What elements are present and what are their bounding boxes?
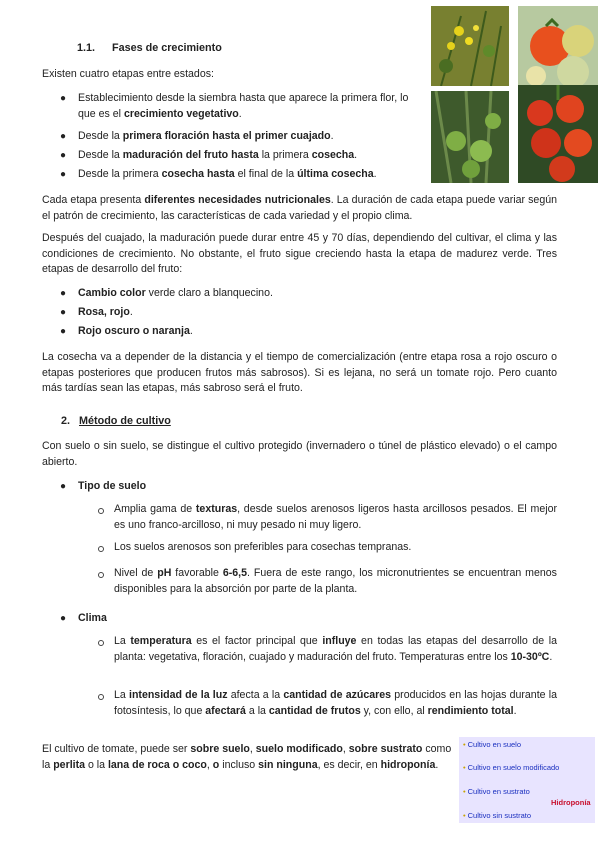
sub-list-item: La intensidad de la luz afecta a la cantidad de azúcares producidos en las hojas durante la fotosíntesis, lo que afectará a la cantidad de frutos y, con ello, al rendimiento total. bbox=[114, 689, 557, 717]
paragraph: Con suelo o sin suelo, se distingue el cultivo protegido (invernadero o túnel de plástico elevado) o el campo abierto. bbox=[42, 440, 557, 468]
bullet-icon: ● bbox=[60, 481, 67, 492]
list-item: Rojo oscuro o naranja. bbox=[78, 325, 193, 337]
paragraph: Después del cuajado, la maduración puede durar entre 45 y 70 días, dependiendo del cultivar, el clima y las condiciones de crecimiento. No obstante, el fruto sigue creciendo hasta la etapa de madurez verde. Tres etapas de desarrollo del fruto: bbox=[42, 232, 557, 275]
legend-item: • Cultivo en sustrato bbox=[463, 787, 530, 796]
intro-paragraph: Existen cuatro etapas entre estados: bbox=[42, 68, 214, 80]
sub-bullet-icon bbox=[98, 546, 104, 552]
legend-item: • Cultivo en suelo bbox=[463, 740, 522, 749]
bullet-icon: ● bbox=[60, 613, 67, 624]
bullet-icon: ● bbox=[60, 326, 67, 337]
list-item: Rosa, rojo. bbox=[78, 306, 133, 318]
section-title: Fases de crecimiento bbox=[112, 42, 222, 54]
paragraph: Cada etapa presenta diferentes necesidades nutricionales. La duración de cada etapa puede variar según el patrón de crecimiento, las características de cada variedad y el propio clima. bbox=[42, 194, 557, 222]
section-number: 2. bbox=[61, 415, 71, 427]
list-item: Establecimiento desde la siembra hasta que aparece la primera flor, lo que es el crecimiento vegetativo. bbox=[78, 92, 409, 120]
tomatoes-ripening-photo bbox=[518, 6, 598, 86]
bullet-icon: ● bbox=[60, 150, 67, 161]
hidroponia-label: Hidroponía bbox=[551, 798, 591, 807]
sub-list-item: La temperatura es el factor principal que influye en todas las etapas del desarrollo de la planta: vegetativa, floración, cuajado y maduración del fruto. Temperaturas entre los 10-30ºC. bbox=[114, 635, 558, 663]
red-tomatoes-photo bbox=[518, 85, 598, 183]
sub-bullet-icon bbox=[98, 572, 104, 578]
section-heading bbox=[77, 42, 222, 54]
section-heading bbox=[61, 415, 171, 427]
bullet-icon: ● bbox=[60, 169, 67, 180]
bullet-icon: ● bbox=[60, 288, 67, 299]
sub-bullet-icon bbox=[98, 694, 104, 700]
sub-list-item: Nivel de pH favorable 6-6,5. Fuera de este rango, los micronutrientes se encuentran menos disponibles para la absorción por parte de la planta. bbox=[114, 567, 557, 595]
bullet-icon: ● bbox=[60, 131, 67, 142]
list-item-label: Tipo de suelo bbox=[78, 480, 147, 492]
section-title: Método de cultivo bbox=[79, 415, 171, 427]
legend-item: • Cultivo sin sustrato bbox=[463, 811, 531, 820]
section-number: 1.1. bbox=[77, 42, 96, 54]
bullet-icon: ● bbox=[60, 307, 67, 318]
list-item: Cambio color verde claro a blanquecino. bbox=[78, 287, 273, 299]
tomato-flowers-photo bbox=[431, 6, 509, 86]
list-item: Desde la primera floración hasta el primer cuajado. bbox=[78, 130, 334, 142]
list-item-label: Clima bbox=[78, 612, 107, 624]
paragraph: La cosecha va a depender de la distancia y el tiempo de comercialización (entre etapa rosa a rojo oscuro o etapas posteriores que producen frutos más sabrosos). Si es lejana, no será un tomate rojo. Pero cuanto más tardías sean las etapas, más sabroso será el fruto. bbox=[42, 351, 557, 394]
bullet-icon: ● bbox=[60, 93, 67, 104]
sub-list-item: Amplia gama de texturas, desde suelos arenosos ligeros hasta arcillosos pesados. El mejor es uno franco-arcilloso, ni muy pesado ni muy ligero. bbox=[114, 503, 558, 531]
green-tomatoes-photo bbox=[431, 91, 509, 183]
sub-bullet-icon bbox=[98, 640, 104, 646]
paragraph: El cultivo de tomate, puede ser sobre suelo, suelo modificado, sobre sustrato como la perlita o la lana de roca o coco, o incluso sin ninguna, es decir, en hidroponía. bbox=[42, 743, 452, 771]
legend-item: • Cultivo en suelo modificado bbox=[463, 763, 560, 772]
list-item: Desde la maduración del fruto hasta la primera cosecha. bbox=[78, 149, 358, 161]
sub-bullet-icon bbox=[98, 508, 104, 514]
sub-list-item: Los suelos arenosos son preferibles para cosechas tempranas. bbox=[114, 541, 412, 553]
list-item: Desde la primera cosecha hasta el final de la última cosecha. bbox=[78, 168, 377, 180]
cultivation-types-legend bbox=[459, 737, 595, 823]
